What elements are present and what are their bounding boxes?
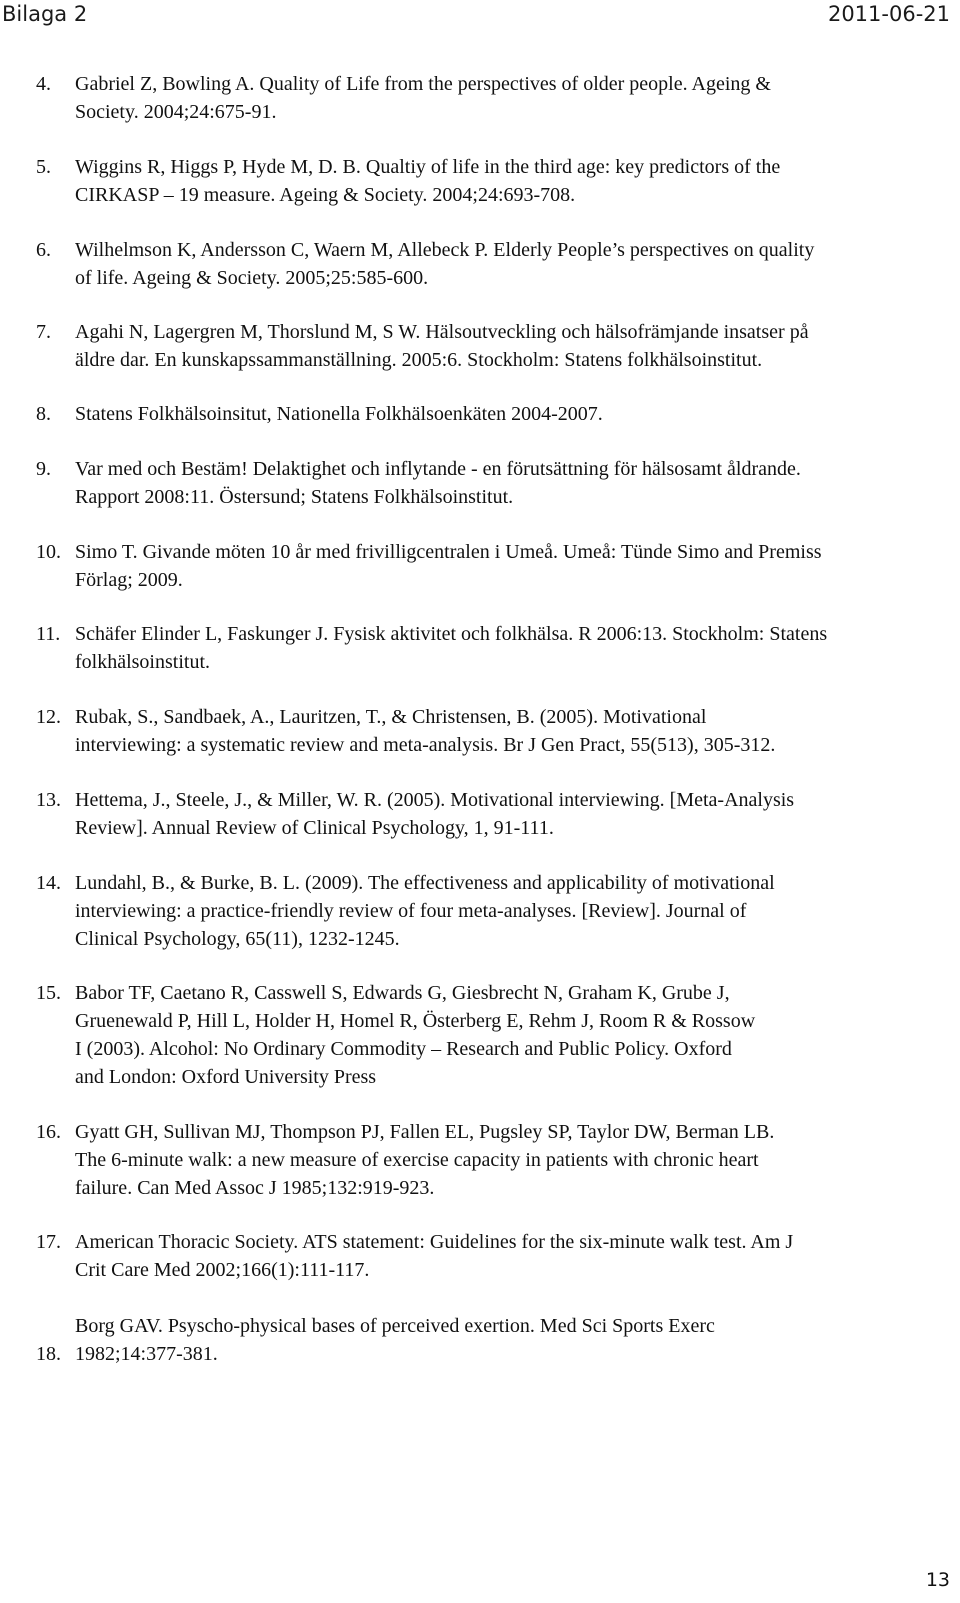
reference-number: 15. (36, 982, 61, 1004)
reference-text: Lundahl, B., & Burke, B. L. (2009). The effectiveness and applicability of motivational interviewing: a practice-friendly review of four meta-analyses. [Review]. Journal of Clinical Psychology, 65(11), 1232-1245. (75, 872, 775, 950)
reference-text: Wiggins R, Higgs P, Hyde M, D. B. Qualtiy of life in the third age: key predictors of the CIRKASP – 19 measure. Ageing & Society. 2004;24:693-708. (75, 156, 781, 206)
reference-text: Gabriel Z, Bowling A. Quality of Life from the perspectives of older people. Ageing & Society. 2004;24:675-91. (75, 73, 771, 123)
reference-number: 18. (36, 1343, 61, 1365)
reference-number: 5. (36, 156, 51, 178)
page-number: 13 (925, 1569, 950, 1591)
reference-text: Schäfer Elinder L, Faskunger J. Fysisk aktivitet och folkhälsa. R 2006:13. Stockholm: Statens folkhälsoinstitut. (75, 623, 828, 673)
reference-number: 12. (36, 706, 61, 728)
reference-text: Wilhelmson K, Andersson C, Waern M, Allebeck P. Elderly People’s perspectives on quality of life. Ageing & Society. 2005;25:585-600. (75, 239, 815, 289)
reference-number: 8. (36, 403, 51, 425)
reference-text: Simo T. Givande möten 10 år med frivilligcentralen i Umeå. Umeå: Tünde Simo and Premiss Förlag; 2009. (75, 541, 822, 591)
reference-number: 9. (36, 458, 51, 480)
reference-text: Gyatt GH, Sullivan MJ, Thompson PJ, Fallen EL, Pugsley SP, Taylor DW, Berman LB. The 6-minute walk: a new measure of exercise capacity in patients with chronic heart failure. Can Med Assoc J 1985;132:919-923. (75, 1121, 775, 1199)
reference-text: Var med och Bestäm! Delaktighet och inflytande - en förutsättning för hälsosamt åldrande. Rapport 2008:11. Östersund; Statens Folkhälsoinstitut. (75, 458, 801, 508)
header-date: 2011-06-21 (827, 2, 950, 26)
page-header (0, 0, 960, 36)
reference-number: 7. (36, 321, 51, 343)
reference-text: Babor TF, Caetano R, Casswell S, Edwards G, Giesbrecht N, Graham K, Grube J, Gruenewald P, Hill L, Holder H, Homel R, Österberg E, Rehm J, Room R & Rossow I (2003). Alcohol: No Ordinary Commodity – Research and Public Policy. Oxford and London: Oxford University Press (75, 982, 756, 1088)
reference-number: 17. (36, 1231, 61, 1253)
reference-text: Agahi N, Lagergren M, Thorslund M, S W. Hälsoutveckling och hälsofrämjande insatser på äldre dar. En kunskapssammanställning. 2005:6. Stockholm: Statens folkhälsoinstitut. (75, 321, 809, 371)
reference-text: Hettema, J., Steele, J., & Miller, W. R. (2005). Motivational interviewing. [Meta-Analysis Review]. Annual Review of Clinical Psychology, 1, 91-111. (75, 789, 795, 839)
reference-number: 4. (36, 73, 51, 95)
reference-number: 13. (36, 789, 61, 811)
reference-text: Borg GAV. Psyscho-physical bases of perceived exertion. Med Sci Sports Exerc 1982;14:377-381. (75, 1315, 715, 1365)
reference-text: Statens Folkhälsoinsitut, Nationella Folkhälsoenkäten 2004-2007. (75, 403, 603, 425)
reference-number: 14. (36, 872, 61, 894)
reference-number: 11. (36, 623, 61, 645)
reference-number: 16. (36, 1121, 61, 1143)
reference-number: 6. (36, 239, 51, 261)
header-label: Bilaga 2 (2, 2, 88, 26)
reference-text: Rubak, S., Sandbaek, A., Lauritzen, T., & Christensen, B. (2005). Motivational interviewing: a systematic review and meta-analysis. Br J Gen Pract, 55(513), 305-312. (75, 706, 776, 756)
reference-text: American Thoracic Society. ATS statement: Guidelines for the six-minute walk test. Am J Crit Care Med 2002;166(1):111-117. (75, 1231, 794, 1281)
reference-number: 10. (36, 541, 61, 563)
